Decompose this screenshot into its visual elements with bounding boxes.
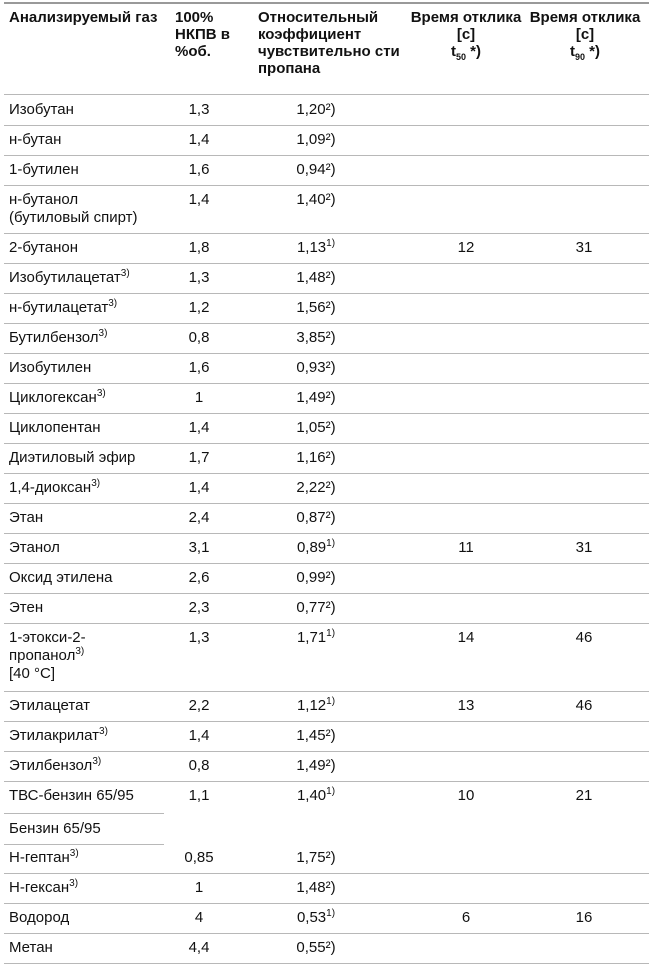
header-t90-symbol: t	[569, 43, 575, 60]
t50-value: 12	[457, 239, 475, 256]
lel-value: 4,4	[188, 939, 210, 956]
coefficient-cell	[256, 909, 376, 927]
header-t90-label: Время отклика [c]	[529, 9, 641, 43]
gas-name-cell	[9, 131, 169, 149]
lel-value: 1,6	[188, 161, 210, 178]
coefficient-cell	[256, 269, 376, 287]
gas-name: Диэтиловый эфир	[9, 449, 136, 466]
lel-value: 2,2	[188, 697, 210, 714]
coefficient-cell	[256, 599, 376, 617]
table-row	[4, 503, 649, 534]
lel-value: 1,4	[188, 727, 210, 744]
header-t90-subscript: 90	[574, 52, 585, 62]
t90-value: 46	[575, 629, 593, 646]
coefficient-value: 1,56²)	[296, 299, 336, 316]
coefficient-footnote: 1)	[326, 538, 336, 549]
lel-value: 1,3	[188, 269, 210, 286]
coefficient-value: 1,09²)	[296, 131, 336, 148]
gas-name-cell	[9, 191, 159, 227]
gas-name-cell	[9, 479, 169, 497]
table-row	[4, 155, 649, 186]
gas-name-cell	[9, 239, 169, 257]
coefficient-value: 1,40²)	[296, 191, 336, 208]
coefficient-footnote: 1)	[326, 786, 336, 797]
coefficient-value: 1,75²)	[296, 849, 336, 866]
gas-name: 2-бутанон	[9, 239, 79, 256]
gas-name-cell	[9, 939, 169, 957]
t50-value: 14	[457, 629, 475, 646]
gas-name: н-бутилацетат	[9, 299, 109, 316]
coefficient-cell	[256, 131, 376, 149]
lel-value: 1,4	[188, 191, 210, 208]
coefficient-cell	[256, 727, 376, 745]
header-t50-footnote: *)	[466, 43, 481, 60]
gas-name: Изобутилацетат	[9, 269, 121, 286]
coefficient-cell	[256, 359, 376, 377]
gas-name-cell	[9, 299, 169, 317]
gas-name: Этанол	[9, 539, 60, 556]
gas-name: Изобутан	[9, 101, 74, 118]
lel-value: 2,6	[188, 569, 210, 586]
gas-footnote: 3)	[96, 388, 106, 399]
gas-name-cell	[9, 539, 169, 557]
gas-name: Этилакрилат	[9, 727, 100, 744]
coefficient-cell	[256, 239, 376, 257]
table-row	[4, 691, 649, 722]
header-divider	[4, 94, 649, 95]
coefficient-value: 1,16²)	[296, 449, 336, 466]
gas-name-cell	[9, 101, 169, 119]
coefficient-value: 1,40	[296, 787, 327, 804]
gas-name: Н-гептан	[9, 849, 70, 866]
gas-footnote: 3)	[91, 478, 101, 489]
coefficient-value: 0,87²)	[296, 509, 336, 526]
gas-name: Этан	[9, 509, 44, 526]
table-row	[4, 185, 649, 234]
gas-name: 1-этокси-2- пропанол	[9, 629, 86, 664]
gas-name-cell	[9, 599, 169, 617]
lel-value: 1,4	[188, 479, 210, 496]
header-t50	[408, 9, 524, 60]
header-t50-subscript: 50	[455, 52, 466, 62]
table-row	[4, 323, 649, 354]
gas-name: 1,4-диоксан	[9, 479, 92, 496]
gas-footnote: 3)	[75, 646, 85, 657]
gas-name-cell	[9, 509, 169, 527]
coefficient-cell	[256, 697, 376, 715]
gas-name-cell	[9, 269, 169, 287]
gas-name-cell	[9, 389, 169, 407]
table-row	[4, 353, 649, 384]
coefficient-value: 3,85²)	[296, 329, 336, 346]
table-row	[4, 263, 649, 294]
coefficient-value: 0,99²)	[296, 569, 336, 586]
gas-name: Бутилбензол	[9, 329, 99, 346]
table-row	[4, 933, 649, 964]
coefficient-cell	[256, 757, 376, 775]
t90-value: 16	[575, 909, 593, 926]
gas-name: н-бутан	[9, 131, 62, 148]
gas-name: Бензин 65/95	[9, 820, 101, 837]
coefficient-cell	[256, 539, 376, 557]
header-t90-footnote: *)	[585, 43, 600, 60]
coefficient-cell	[256, 419, 376, 437]
gas-name: Циклогексан	[9, 389, 97, 406]
lel-value: 1,8	[188, 239, 210, 256]
lel-value: 1,6	[188, 359, 210, 376]
gas-name-cell	[9, 359, 169, 377]
coefficient-cell	[256, 879, 376, 897]
coefficient-value: 0,93²)	[296, 359, 336, 376]
gas-name-cell	[9, 727, 169, 745]
lel-value: 1,4	[188, 131, 210, 148]
lel-value: 0,85	[184, 849, 214, 866]
coefficient-value: 1,71	[296, 629, 327, 646]
t50-value: 6	[461, 909, 471, 926]
coefficient-cell	[256, 299, 376, 317]
lel-value: 1	[194, 879, 204, 896]
lel-value: 1,3	[188, 101, 210, 118]
table-row	[4, 903, 649, 934]
coefficient-value: 0,77²)	[296, 599, 336, 616]
table-row	[4, 383, 649, 414]
coefficient-value: 1,49²)	[296, 389, 336, 406]
table-row	[4, 623, 649, 692]
coefficient-footnote: 1)	[326, 696, 336, 707]
table-row	[4, 233, 649, 264]
table-row	[4, 95, 649, 126]
gas-name: Циклопентан	[9, 419, 101, 436]
gas-name-cell	[9, 849, 169, 867]
lel-value: 1	[194, 389, 204, 406]
gas-name-cell	[9, 629, 159, 683]
coefficient-value: 1,48²)	[296, 269, 336, 286]
gas-name: Изобутилен	[9, 359, 92, 376]
table-row	[4, 443, 649, 474]
table-row	[4, 563, 649, 594]
header-coefficient: Относительный коэффициент чувствительно сти пропана	[258, 9, 400, 77]
table-top-rule	[4, 2, 649, 4]
coefficient-footnote: 1)	[326, 908, 336, 919]
lel-value: 1,1	[188, 787, 210, 804]
table-row	[4, 721, 649, 752]
t50-value: 11	[458, 539, 474, 556]
coefficient-cell	[256, 191, 376, 209]
coefficient-cell	[256, 939, 376, 957]
coefficient-value: 2,22²)	[296, 479, 336, 496]
gas-name: Этен	[9, 599, 44, 616]
gas-footnote: 3)	[69, 878, 79, 889]
lel-value: 1,2	[188, 299, 210, 316]
header-t50-symbol: t	[450, 43, 456, 60]
coefficient-footnote: 1)	[326, 238, 336, 249]
table-row	[4, 293, 649, 324]
gas-footnote: 3)	[108, 298, 118, 309]
coefficient-value: 1,12	[296, 697, 327, 714]
gas-name-cell	[9, 879, 169, 897]
table-row	[4, 533, 649, 564]
table-row	[4, 413, 649, 444]
lel-value: 2,3	[188, 599, 210, 616]
coefficient-value: 0,94²)	[296, 161, 336, 178]
table-row	[4, 781, 649, 813]
gas-name: Этилацетат	[9, 697, 90, 714]
coefficient-cell	[256, 479, 376, 497]
coefficient-value: 1,45²)	[296, 727, 336, 744]
header-lel: 100% НКПВ в %об.	[175, 9, 230, 60]
lel-value: 3,1	[188, 539, 210, 556]
header-gas: Анализируемый газ	[9, 9, 158, 26]
gas-name-cell	[9, 697, 169, 715]
gas-name-cell	[9, 757, 169, 775]
coefficient-cell	[256, 787, 376, 805]
table-row	[4, 873, 649, 904]
t90-value: 46	[575, 697, 593, 714]
lel-value: 4	[194, 909, 204, 926]
coefficient-cell	[256, 389, 376, 407]
gas-footnote: 3)	[99, 726, 108, 737]
gas-name-cell	[9, 820, 169, 838]
lel-value: 0,8	[188, 757, 210, 774]
gas-name: Оксид этилена	[9, 569, 113, 586]
coefficient-cell	[256, 161, 376, 179]
lel-value: 2,4	[188, 509, 210, 526]
gas-name: Метан	[9, 939, 53, 956]
lel-value: 1,7	[188, 449, 210, 466]
gas-name-cell	[9, 161, 169, 179]
coefficient-cell	[256, 629, 376, 647]
coefficient-cell	[256, 849, 376, 867]
lel-value: 1,4	[188, 419, 210, 436]
gas-name: Водород	[9, 909, 70, 926]
gas-name-cell	[9, 419, 169, 437]
t90-value: 21	[575, 787, 593, 804]
t50-value: 10	[457, 787, 475, 804]
table-row	[4, 813, 164, 845]
gas-footnote: 3)	[98, 328, 108, 339]
coefficient-cell	[256, 449, 376, 467]
t50-value: 13	[457, 697, 475, 714]
gas-condition: [40 °C]	[9, 665, 56, 682]
gas-name-cell	[9, 569, 169, 587]
gas-name: Этилбензол	[9, 757, 93, 774]
table-row	[4, 473, 649, 504]
lel-value: 0,8	[188, 329, 210, 346]
gas-name-cell	[9, 909, 169, 927]
header-t90	[524, 9, 646, 60]
table-row	[4, 125, 649, 156]
gas-name: ТВС-бензин 65/95	[9, 787, 134, 804]
gas-name: н-бутанол (бутиловый спирт)	[9, 191, 138, 226]
coefficient-value: 1,48²)	[296, 879, 336, 896]
gas-name-cell	[9, 787, 169, 805]
coefficient-cell	[256, 101, 376, 119]
table-row	[4, 843, 649, 874]
header-t50-label: Время отклика [c]	[410, 9, 522, 43]
coefficient-value: 1,13	[296, 239, 327, 256]
gas-name-cell	[9, 329, 169, 347]
t90-value: 31	[575, 539, 593, 556]
gas-footnote: 3)	[120, 268, 130, 279]
gas-footnote: 3)	[92, 756, 102, 767]
coefficient-value: 1,20²)	[296, 101, 336, 118]
t90-value: 31	[575, 239, 593, 256]
coefficient-cell	[256, 509, 376, 527]
coefficient-footnote: 1)	[326, 628, 336, 639]
gas-name: Н-гексан	[9, 879, 70, 896]
coefficient-cell	[256, 569, 376, 587]
coefficient-value: 1,05²)	[296, 419, 336, 436]
lel-value: 1,3	[188, 629, 210, 646]
coefficient-value: 1,49²)	[296, 757, 336, 774]
coefficient-value: 0,89	[296, 539, 327, 556]
coefficient-value: 0,53	[296, 909, 327, 926]
gas-footnote: 3)	[69, 848, 79, 859]
table-row	[4, 751, 649, 782]
gas-name-cell	[9, 449, 169, 467]
coefficient-value: 0,55²)	[296, 939, 336, 956]
coefficient-cell	[256, 329, 376, 347]
gas-name: 1-бутилен	[9, 161, 79, 178]
table-row	[4, 593, 649, 624]
